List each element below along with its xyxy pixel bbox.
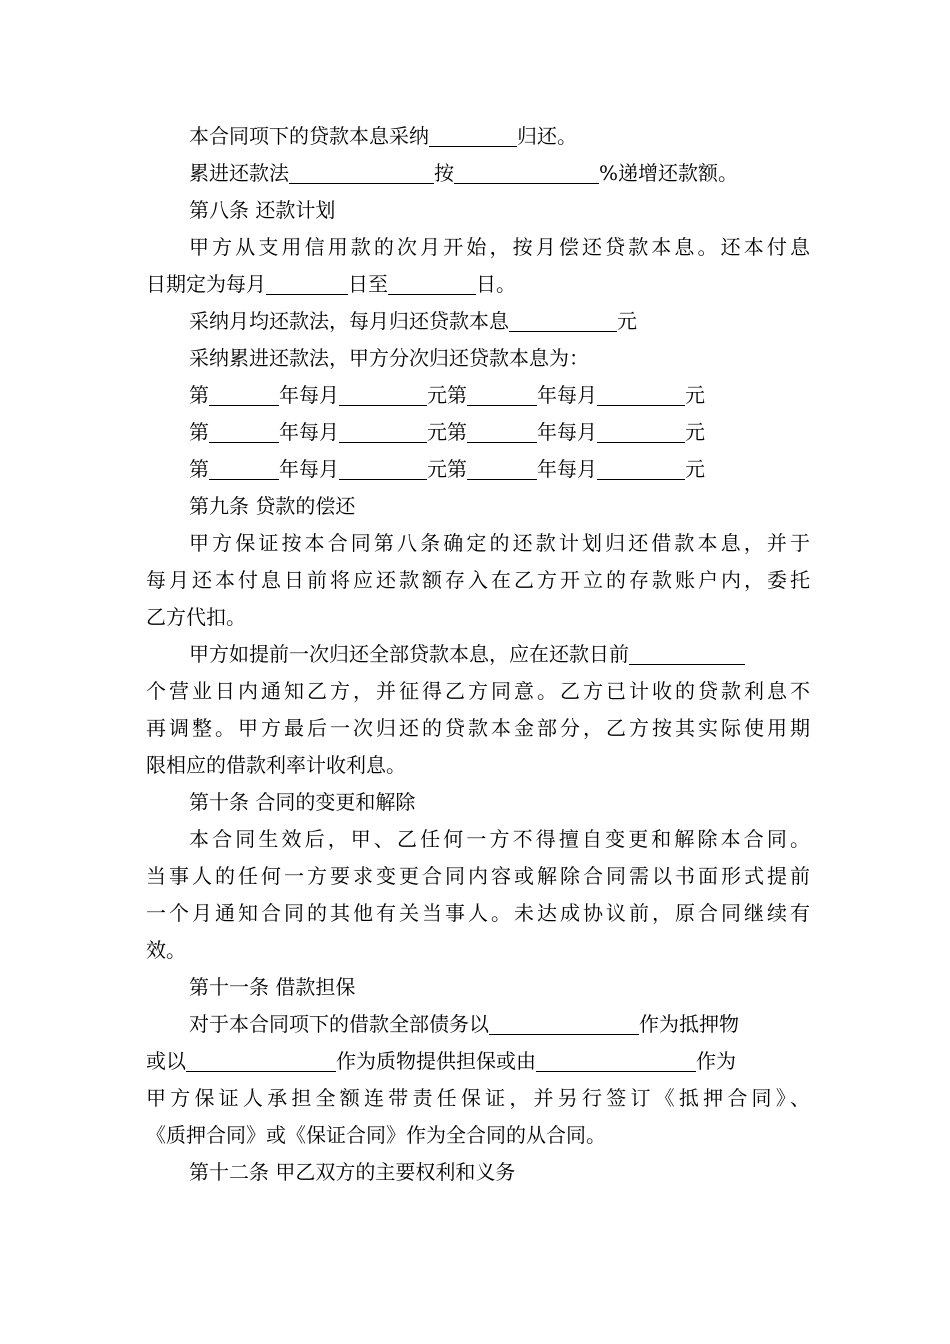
- line-text: 第: [189, 383, 209, 407]
- text-line: [146, 673, 810, 710]
- line-text: 乙方代扣。: [146, 605, 246, 629]
- text-line: [146, 710, 810, 747]
- line-text: 个营业日内通知乙方，并征得乙方同意。乙方已计收的贷款利息不: [146, 679, 810, 703]
- line-text: 甲方如提前一次归还全部贷款本息，应在还款日前: [189, 642, 629, 666]
- fill-blank[interactable]: [467, 453, 537, 480]
- line-text: 再调整。甲方最后一次归还的贷款本金部分，乙方按其实际使用期: [146, 716, 810, 740]
- text-line: [146, 932, 810, 969]
- line-text: 元: [685, 383, 705, 407]
- line-text: 当事人的任何一方要求变更合同内容或解除合同需以书面形式提前: [146, 864, 810, 888]
- line-text: 采纳累进还款法，甲方分次归还贷款本息为：: [189, 346, 589, 370]
- article-title: 第八条 还款计划: [189, 198, 336, 222]
- article-heading: [146, 488, 810, 525]
- fill-blank[interactable]: [339, 453, 427, 480]
- fill-blank[interactable]: [388, 268, 476, 295]
- text-line: [146, 1117, 810, 1154]
- line-text: 归还。: [517, 124, 577, 148]
- text-line: [146, 266, 810, 303]
- schedule-row: [146, 451, 810, 488]
- line-text: 元: [617, 309, 637, 333]
- text-line: [146, 1006, 810, 1043]
- line-text: 本合同生效后，甲、乙任何一方不得擅自变更和解除本合同。: [189, 827, 810, 851]
- text-line: [146, 747, 810, 784]
- fill-blank[interactable]: [467, 379, 537, 406]
- line-text: %递增还款额。: [599, 161, 739, 185]
- text-line: [146, 118, 810, 155]
- line-text: 日。: [476, 272, 516, 296]
- fill-blank[interactable]: [536, 1045, 696, 1072]
- line-text: 《质押合同》或《保证合同》作为全合同的从合同。: [146, 1123, 606, 1147]
- line-text: 本合同项下的贷款本息采纳: [189, 124, 429, 148]
- line-text: 日至: [348, 272, 388, 296]
- line-text: 甲方保证人承担全额连带责任保证，并另行签订《抵押合同》、: [146, 1086, 810, 1110]
- line-text: 年每月: [279, 383, 339, 407]
- fill-blank[interactable]: [339, 416, 427, 443]
- line-text: 元第: [427, 383, 467, 407]
- article-heading: [146, 969, 810, 1006]
- text-line: [146, 229, 810, 266]
- line-text: 第: [189, 420, 209, 444]
- line-text: 作为抵押物: [639, 1012, 739, 1036]
- line-text: 甲方从支用信用款的次月开始，按月偿还贷款本息。还本付息: [189, 235, 810, 259]
- line-text: 或以: [146, 1049, 186, 1073]
- line-text: 每月还本付息日前将应还款额存入在乙方开立的存款账户内，委托: [146, 568, 810, 592]
- fill-blank[interactable]: [209, 379, 279, 406]
- fill-blank[interactable]: [629, 638, 745, 665]
- fill-blank[interactable]: [429, 120, 517, 147]
- line-text: 采纳月均还款法，每月归还贷款本息: [189, 309, 509, 333]
- document-body: [146, 118, 810, 1191]
- line-text: 年每月: [537, 457, 597, 481]
- text-line: [146, 303, 810, 340]
- line-text: 年每月: [279, 457, 339, 481]
- fill-blank[interactable]: [454, 157, 599, 184]
- text-line: [146, 562, 810, 599]
- line-text: 年每月: [537, 420, 597, 444]
- line-text: 按: [434, 161, 454, 185]
- line-text: 年每月: [279, 420, 339, 444]
- text-line: [146, 821, 810, 858]
- schedule-row: [146, 414, 810, 451]
- fill-blank[interactable]: [209, 416, 279, 443]
- line-text: 一个月通知合同的其他有关当事人。未达成协议前，原合同继续有: [146, 901, 810, 925]
- text-line: [146, 858, 810, 895]
- schedule-row: [146, 377, 810, 414]
- line-text: 对于本合同项下的借款全部债务以: [189, 1012, 489, 1036]
- text-line: [146, 1080, 810, 1117]
- line-text: 效。: [146, 938, 186, 962]
- fill-blank[interactable]: [339, 379, 427, 406]
- fill-blank[interactable]: [209, 453, 279, 480]
- fill-blank[interactable]: [597, 379, 685, 406]
- line-text: 第: [189, 457, 209, 481]
- line-text: 作为质物提供担保或由: [336, 1049, 536, 1073]
- article-title: 第九条 贷款的偿还: [189, 494, 356, 518]
- line-text: 限相应的借款利率计收利息。: [146, 753, 406, 777]
- line-text: 年每月: [537, 383, 597, 407]
- fill-blank[interactable]: [266, 268, 348, 295]
- line-text: 元第: [427, 420, 467, 444]
- line-text: 日期定为每月: [146, 272, 266, 296]
- text-line: [146, 599, 810, 636]
- article-heading: [146, 192, 810, 229]
- text-line: [146, 525, 810, 562]
- article-heading: [146, 1154, 810, 1191]
- article-title: 第十条 合同的变更和解除: [189, 790, 416, 814]
- text-line: [146, 155, 810, 192]
- article-title: 第十一条 借款担保: [189, 975, 356, 999]
- line-text: 累进还款法: [189, 161, 289, 185]
- line-text: 元: [685, 457, 705, 481]
- line-text: 作为: [696, 1049, 736, 1073]
- fill-blank[interactable]: [597, 453, 685, 480]
- article-title: 第十二条 甲乙双方的主要权利和义务: [189, 1160, 516, 1184]
- line-text: 甲方保证按本合同第八条确定的还款计划归还借款本息，并于: [189, 531, 810, 555]
- fill-blank[interactable]: [289, 157, 434, 184]
- fill-blank[interactable]: [186, 1045, 336, 1072]
- text-line: [146, 895, 810, 932]
- text-line: [146, 636, 810, 673]
- fill-blank[interactable]: [467, 416, 537, 443]
- text-line: [146, 340, 810, 377]
- line-text: 元: [685, 420, 705, 444]
- article-heading: [146, 784, 810, 821]
- fill-blank[interactable]: [489, 1008, 639, 1035]
- text-line: [146, 1043, 810, 1080]
- line-text: 元第: [427, 457, 467, 481]
- fill-blank[interactable]: [597, 416, 685, 443]
- fill-blank[interactable]: [509, 305, 617, 332]
